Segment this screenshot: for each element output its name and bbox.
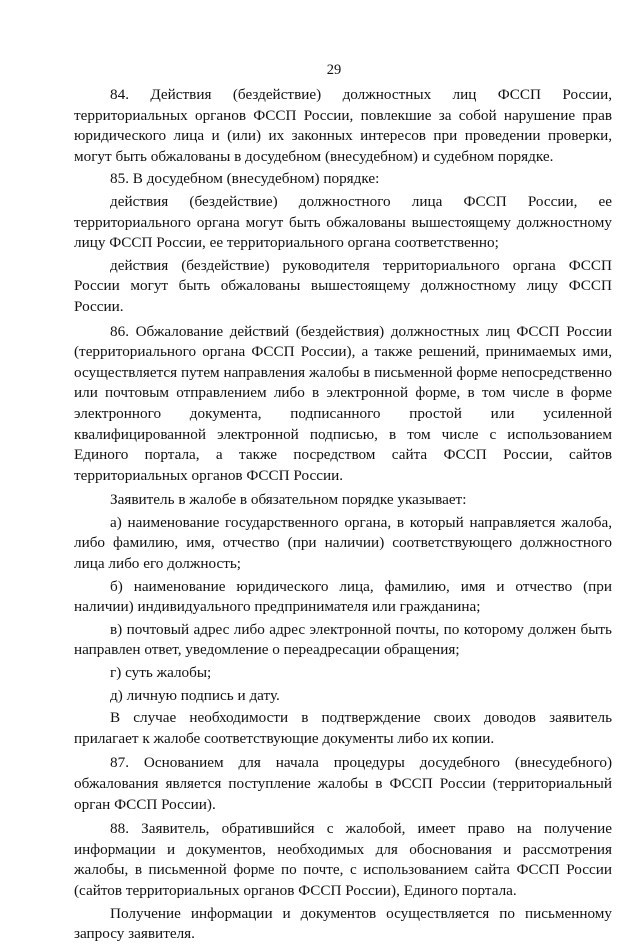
requirement-a: а) наименование государственного органа, в который направляется жалоба, либо фамилию, имя, отчество (при наличии) соответствующего должностного лица либо его должность;: [74, 513, 612, 573]
paragraph-87: 87. Основанием для начала процедуры досудебного (внесудебного) обжалования является поступление жалобы в ФССП России (территориальный орган ФССП России).: [74, 754, 612, 813]
requirement-v: в) почтовый адрес либо адрес электронной почты, по которому должен быть направлен ответ, уведомление о переадресации обращения;: [74, 620, 612, 659]
paragraph-85-item-1: действия (бездействие) должностного лица ФССП России, ее территориального органа могут быть обжалованы вышестоящему должностному лицу ФССП России, ее территориального органа соответственно;: [74, 192, 612, 252]
complaint-requirements-intro: Заявитель в жалобе в обязательном порядке указывает:: [110, 491, 467, 509]
paragraph-85: 85. В досудебном (внесудебном) порядке:: [110, 170, 380, 188]
information-request-paragraph: Получение информации и документов осуществляется по письменному запросу заявителя.: [74, 904, 612, 943]
requirement-g: г) суть жалобы;: [110, 664, 212, 682]
paragraph-88: 88. Заявитель, обратившийся с жалобой, имеет право на получение информации и документов, необходимых для обоснования и рассмотрения жалобы, в письменной форме по почте, с использованием сайта ФССП России (сайтов территориальных органов ФССП России), Единого портала.: [74, 820, 612, 899]
paragraph-85-item-2: действия (бездействие) руководителя территориального органа ФССП России могут быть обжалованы вышестоящему должностному лицу ФССП России.: [74, 256, 612, 315]
supporting-documents-paragraph: В случае необходимости в подтверждение своих доводов заявитель прилагает к жалобе соответствующие документы либо их копии.: [74, 709, 612, 747]
requirement-b: б) наименование юридического лица, фамилию, имя и отчество (при наличии) индивидуального предпринимателя или гражданина;: [74, 577, 612, 616]
requirement-d: д) личную подпись и дату.: [110, 686, 280, 704]
paragraph-84: 84. Действия (бездействие) должностных лиц ФССП России, территориальных органов ФССП России, повлекшие за собой нарушение прав юридического лица и (или) их законных интересов при проведении проверки, могут быть обжалованы в досудебном (внесудебном) и судебном порядке.: [74, 86, 612, 165]
paragraph-86: 86. Обжалование действий (бездействия) должностных лиц ФССП России (территориального органа ФССП России), а также решений, принимаемых ими, осуществляется путем направления жалобы в письменной форме непосредственно или почтовым отправлением либо в электронной форме, в том числе в форме электронного документа, подписанного простой или усиленной квалифицированной электронной подписью, в том числе с использованием Единого портала, а также посредством сайта ФССП России, сайтов территориальных органов ФССП России.: [74, 322, 612, 484]
page-number: 29: [326, 62, 342, 78]
